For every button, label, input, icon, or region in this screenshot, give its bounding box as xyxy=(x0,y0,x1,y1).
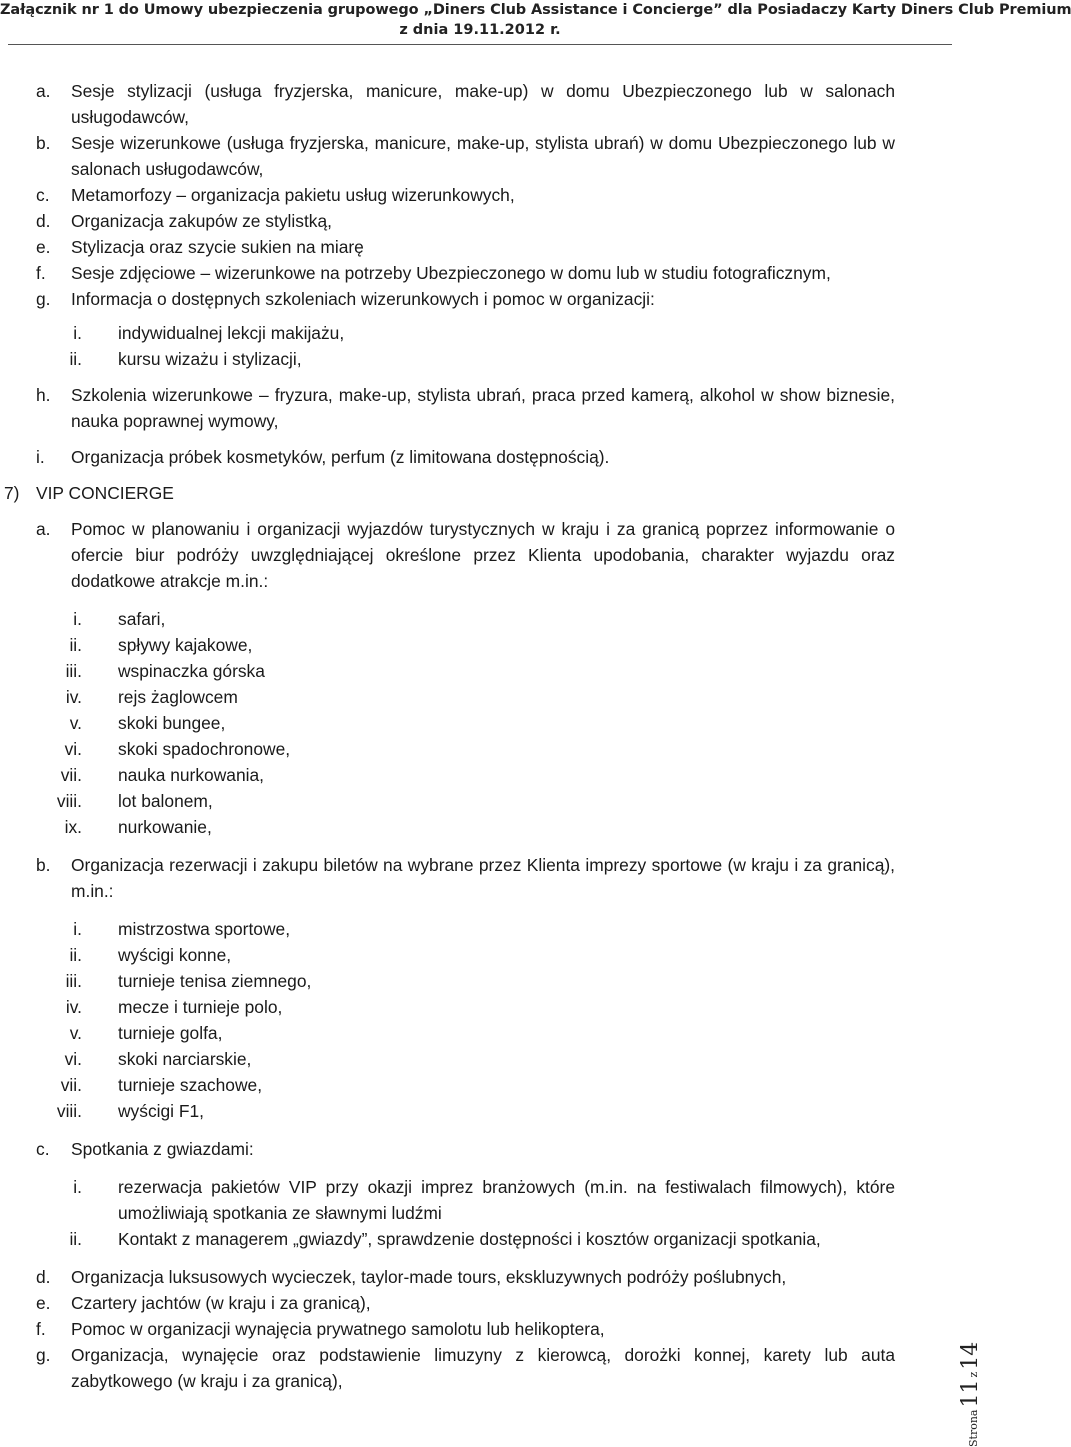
list-item: a. Sesje stylizacji (usługa fryzjerska, manicure, make-up) w domu Ubezpieczonego lub w salonach usługodawców, xyxy=(36,81,895,127)
list-item: e. Stylizacja oraz szycie sukien na miarę xyxy=(36,237,364,257)
document-body xyxy=(0,78,960,1394)
list-item: g. Informacja o dostępnych szkoleniach wizerunkowych i pomoc w organizacji: xyxy=(36,289,655,309)
sub-list-item: iii. wspinaczka górska xyxy=(65,661,265,681)
sub-list-item: ii. kursu wizażu i stylizacji, xyxy=(69,349,302,369)
list-item: b. Organizacja rezerwacji i zakupu biletów na wybrane przez Klienta imprezy sportowe (w kraju i za granicą), m.in.: xyxy=(36,855,895,901)
list-item: e. Czartery jachtów (w kraju i za granicą), xyxy=(36,1293,371,1313)
header-date: z dnia 19.11.2012 r. xyxy=(399,22,561,38)
list-item: d. Organizacja zakupów ze stylistką, xyxy=(36,211,332,231)
sub-list-item: v. turnieje golfa, xyxy=(69,1023,223,1043)
section-heading: 7) VIP CONCIERGE xyxy=(4,483,174,503)
sub-list-item: iii. turnieje tenisa ziemnego, xyxy=(65,971,312,991)
page-label: Strona xyxy=(967,1409,980,1447)
list-item: h. Szkolenia wizerunkowe – fryzura, make-up, stylista ubrań, praca przed kamerą, alkohol w show biznesie, nauka poprawnej wymowy, xyxy=(36,385,895,431)
sub-list-item: viii. wyścigi F1, xyxy=(56,1101,205,1121)
list-item: f. Sesje zdjęciowe – wizerunkowe na potrzeby Ubezpieczonego w domu lub w studiu fotograficznym, xyxy=(36,263,831,283)
sub-list-item: ii. spływy kajakowe, xyxy=(69,635,253,655)
sub-list-item: vi. skoki narciarskie, xyxy=(64,1049,252,1069)
total-pages: 14 xyxy=(958,1341,983,1370)
page-number xyxy=(928,1330,983,1447)
sub-list-item: viii. lot balonem, xyxy=(56,791,213,811)
list-item: c. Metamorfozy – organizacja pakietu usług wizerunkowych, xyxy=(36,185,515,205)
sub-list-item: vii. nauka nurkowania, xyxy=(60,765,264,785)
list-item: d. Organizacja luksusowych wycieczek, taylor-made tours, ekskluzywnych podróży poślubnych, xyxy=(36,1267,787,1287)
sub-list-item: ix. nurkowanie, xyxy=(64,817,212,837)
list-item: i. Organizacja próbek kosmetyków, perfum (z limitowana dostępnością). xyxy=(36,447,610,467)
list-item: g. Organizacja, wynajęcie oraz podstawienie limuzyny z kierowcą, dorożki konnej, karety lub auta zabytkowego (w kraju i za granicą), xyxy=(36,1345,895,1391)
header-divider xyxy=(8,44,952,45)
sub-list-item: i. indywidualnej lekcji makijażu, xyxy=(73,323,345,343)
current-page: 11 xyxy=(958,1379,983,1408)
sub-list-item: ii. Kontakt z managerem „gwiazdy”, sprawdzenie dostępności i kosztów organizacji spotkania, xyxy=(69,1229,821,1249)
list-item: b. Sesje wizerunkowe (usługa fryzjerska, manicure, make-up, stylista ubrań) w domu Ubezpieczonego lub w salonach usługodawców, xyxy=(36,133,895,179)
list-item: a. Pomoc w planowaniu i organizacji wyjazdów turystycznych w kraju i za granicą poprzez informowanie o ofercie biur podróży uwzględniającej określone przez Klienta upodobania, charakter wyjazdu oraz dodatkowe atrakcje m.in.: xyxy=(36,519,895,591)
list-item: f. Pomoc w organizacji wynajęcia prywatnego samolotu lub helikoptera, xyxy=(36,1319,605,1339)
sub-list-item: ii. wyścigi konne, xyxy=(69,945,232,965)
sub-list-item: iv. rejs żaglowcem xyxy=(65,687,238,707)
sub-list-item: iv. mecze i turnieje polo, xyxy=(65,997,283,1017)
sub-list-item: i. mistrzostwa sportowe, xyxy=(73,919,291,939)
sub-list-item: i. rezerwacja pakietów VIP przy okazji imprez branżowych (m.in. na festiwalach filmowych), które umożliwiają spotkania ze sławnymi ludźmi xyxy=(73,1177,895,1223)
sub-list-item: i. safari, xyxy=(73,609,166,629)
sub-list-item: vi. skoki spadochronowe, xyxy=(64,739,291,759)
sub-list-item: v. skoki bungee, xyxy=(69,713,226,733)
list-item: c. Spotkania z gwiazdami: xyxy=(36,1139,254,1159)
header-title: Załącznik nr 1 do Umowy ubezpieczenia grupowego „Diners Club Assistance i Concierge” dla Posiadaczy Karty Diners Club Premium xyxy=(0,2,1071,18)
page-of-label: z xyxy=(967,1371,980,1378)
sub-list-item: vii. turnieje szachowe, xyxy=(60,1075,263,1095)
